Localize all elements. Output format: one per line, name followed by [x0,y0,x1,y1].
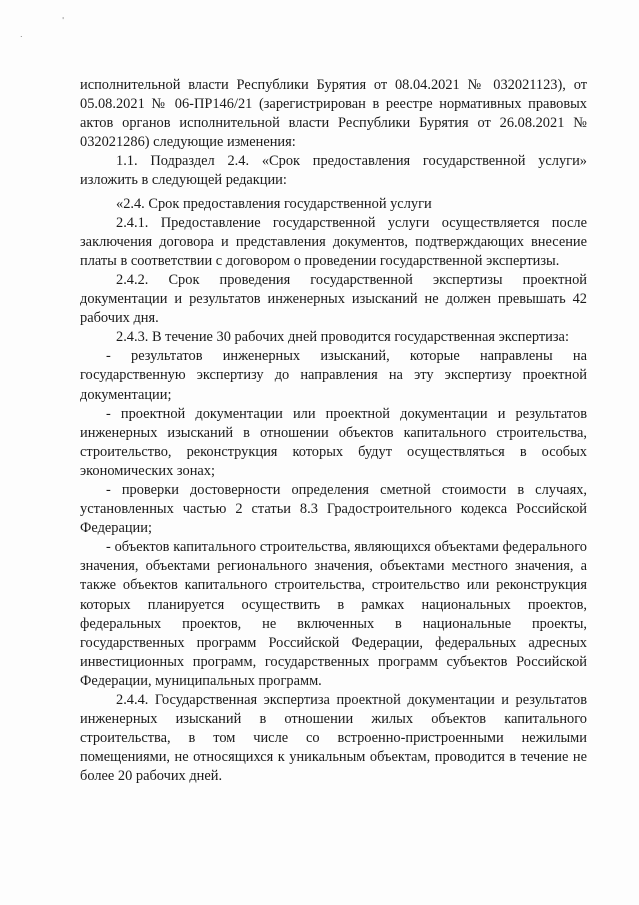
paragraph-2-4-2: 2.4.2. Срок проведения государственной экспертизы проектной документации и результатов инженерных изысканий не должен превышать 42 рабочих дня. [80,271,587,327]
paragraph-1-1: 1.1. Подраздел 2.4. «Срок предоставления государственной услуги» изложить в следующей редакции: [80,153,587,189]
paragraph-2-4-4: 2.4.4. Государственная экспертиза проектной документации и результатов инженерных изысканий в отношении жилых объектов капитального строительства, в том числе со встроенно-пристроенными нежилыми помещениями, не относящихся к уникальным объектам, проводится в течение не более 20 рабочих дней. [80,692,587,785]
list-item-estimate-verification: - проверки достоверности определения сметной стоимости в случаях, установленных частью 2 статьи 8.3 Градостроительного кодекса Российской Федерации; [80,481,587,537]
paragraph-2-4-1: 2.4.1. Предоставление государственной услуги осуществляется после заключения договора и представления документов, подтверждающих внесение платы в соответствии с договором о проведении государственной экспертизы. [80,214,587,269]
paragraph-intro: исполнительной власти Республики Бурятия от 08.04.2021 № 032021123), от 05.08.2021 № 06-ПР146/21 (зарегистрирован в реестре нормативных правовых актов органов исполнительной власти Республики Бурятия от 26.08.2021 № 032021286) следующие изменения: [80,77,587,151]
list-item-survey-results: - результатов инженерных изысканий, которые направлены на государственную экспертизу до направления на эту экспертизу проектной документации; [80,348,587,403]
paragraph-2-4-3: 2.4.3. В течение 30 рабочих дней проводится государственная экспертиза: [116,329,569,346]
scan-speck: ' [62,16,65,25]
scan-speck: . [20,30,23,39]
list-item-federal-objects: - объектов капитального строительства, являющихся объектами федерального значения, объектами регионального значения, объектами местного значения, а также объектов капитального строительства, строительство или реконструкция которых планируется осуществить в рамках национальных проектов, федеральных проектов, не включенных в национальные проекты, государственных программ Российской Федерации, федеральных адресных инвестиционных программ, государственных программ субъектов Российской Федерации, муниципальных программ. [80,539,587,689]
document-body [80,76,587,786]
section-heading-2-4: «2.4. Срок предоставления государственной услуги [116,195,432,212]
list-item-special-economic-zones: - проектной документации или проектной документации и результатов инженерных изысканий в отношении объектов капитального строительства, строительство, реконструкция которых будут осуществляться в особых экономических зонах; [80,405,587,479]
